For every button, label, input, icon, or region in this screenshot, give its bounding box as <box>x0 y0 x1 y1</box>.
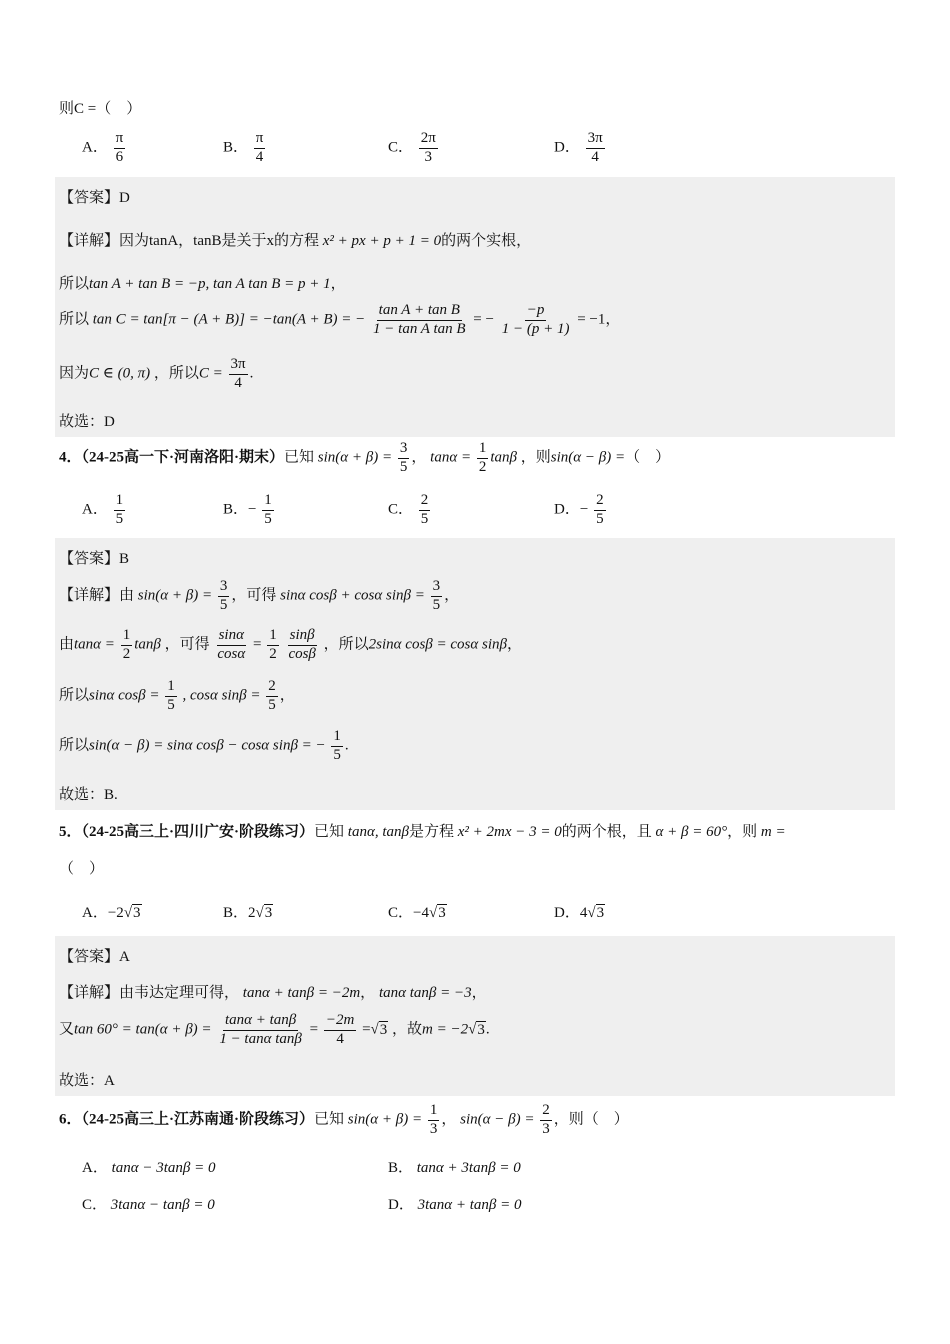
q5-answer: 【答案】A <box>59 949 130 965</box>
q3-stem-tail: 则C =（ ） <box>59 101 142 117</box>
q3-answer: 【答案】D <box>59 190 130 206</box>
q4-detail-line-3: 所以sinα cosβ = $\frac{1}{5}$ , cosα sinβ = $\frac{2}{5}$ ， <box>59 678 295 713</box>
q5-stem-line-2: （ ） <box>59 861 105 877</box>
q6-option-d: D． 3tanα + tanβ = 0 <box>388 1197 522 1213</box>
q5-option-a: A．−2√3 <box>82 905 141 921</box>
q4-option-d: D．− $\frac{2}{5}$ <box>554 492 604 527</box>
q5-conclusion: 故选：A <box>59 1073 115 1089</box>
q3-detail-line-1: 【详解】因为tanA，tanB是关于x的方程 x² + px + p + 1 = 0的两个实根， <box>59 233 532 249</box>
q3-option-a: A． $\frac{\pi}{6}$ <box>82 130 124 165</box>
q4-detail-line-4: 所以sin(α − β) = sinα cosβ − cosα sinβ = − $\frac{1}{5}$ . <box>59 728 349 763</box>
q3-detail-line-4: 因为C ∈ (0, π) ，所以C = $\frac{3\pi}{4}$ . <box>59 356 254 391</box>
q4-option-b: B．− $\frac{1}{5}$ <box>223 492 272 527</box>
q4-detail-line-1: 【详解】由 sin(α + β) = $\frac{3}{5}$ ，可得 sinα cosβ + cosα sinβ = $\frac{3}{5}$ ， <box>59 578 460 613</box>
q3-conclusion: 故选：D <box>59 414 115 430</box>
q4-option-a: A． $\frac{1}{5}$ <box>82 492 124 527</box>
q4-conclusion: 故选：B. <box>59 787 118 803</box>
q5-option-c: C．−4√3 <box>388 905 446 921</box>
q3-detail-line-2: 所以tan A + tan B = −p, tan A tan B = p + 1， <box>59 276 346 292</box>
q3-option-d: D． $\frac{3\pi}{4}$ <box>554 130 603 165</box>
q5-detail-line-2: 又tan 60° = tan(α + β) = $\frac{\tan\alpha + \tan\beta}{\text{1 − tanα tanβ}}$ = $\frac{-2m}{4}$ =√3 ，故m = −2√3. <box>59 1012 490 1047</box>
q5-detail-line-1: 【详解】由韦达定理可得， tanα + tanβ = −2m， tanα tanβ = −3， <box>59 985 487 1001</box>
q4-option-c: C． $\frac{2}{5}$ <box>388 492 429 527</box>
q6-stem: 6．（24-25高三上·江苏南通·阶段练习）已知 sin(α + β) = $\frac{1}{3}$ ， sin(α − β) = $\frac{2}{3}$ ，则（ ） <box>59 1102 629 1137</box>
q6-option-b: B． tanα + 3tanβ = 0 <box>388 1160 521 1176</box>
q5-option-d: D．4√3 <box>554 905 605 921</box>
q3-option-c: C． $\frac{2\pi}{3}$ <box>388 130 436 165</box>
q4-stem: 4．（24-25高一下·河南洛阳·期末）已知 sin(α + β) = $\frac{3}{5}$ ， tanα = $\frac{1}{2}$ tanβ ，则sin(α − β) =（ ） <box>59 440 671 475</box>
q3-option-b: B． $\frac{\pi}{4}$ <box>223 130 264 165</box>
q5-stem: 5．（24-25高三上·四川广安·阶段练习）已知 tanα, tanβ是方程 x² + 2mx − 3 = 0的两个根，且 α + β = 60°，则 m = <box>59 824 786 840</box>
q3-detail-line-3: 所以 tan C = tan[π − (A + B)] = −tan(A + B) = − $\frac{\text{tan A + tan B}}{\text{1 − tan A tan B}}$ = − $\frac{-p}{1 - (p + 1)}$ = −1， <box>59 302 621 337</box>
q4-answer: 【答案】B <box>59 551 130 567</box>
q4-detail-line-2: 由tanα = $\frac{1}{2}$ tanβ ，可得 $\frac{\sin\alpha}{\cos\alpha}$ = $\frac{1}{2}$ $\frac{\sin\beta}{\cos\beta}$ ，所以2sinα cosβ = cosα sinβ， <box>59 627 522 662</box>
q6-option-a: A． tanα − 3tanβ = 0 <box>82 1160 216 1176</box>
q6-option-c: C． 3tanα − tanβ = 0 <box>82 1197 215 1213</box>
q5-option-b: B．2√3 <box>223 905 273 921</box>
